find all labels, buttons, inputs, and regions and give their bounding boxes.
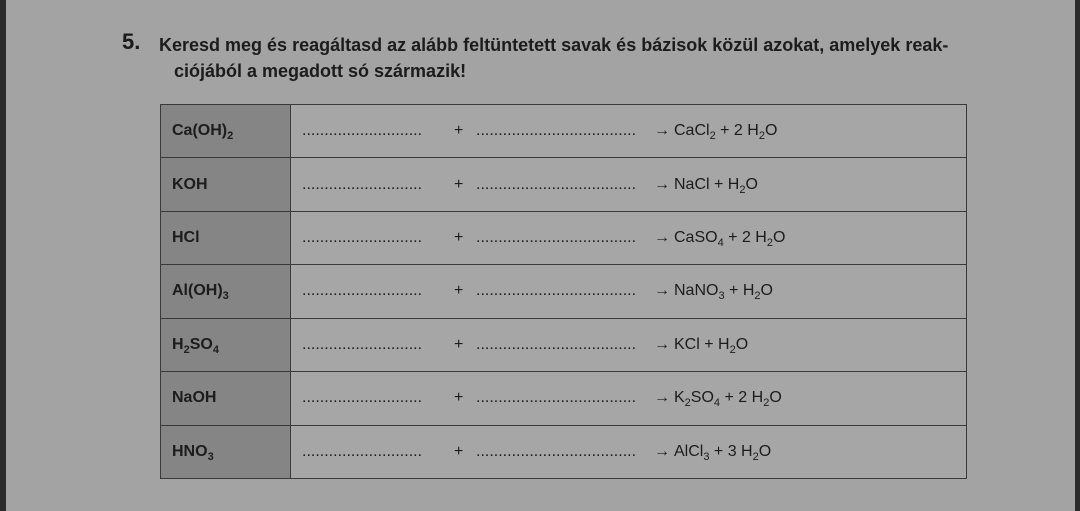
product-formula: NaNO$_3$ + $H_2O$: [674, 282, 773, 303]
reactant-2-blank[interactable]: ....................................: [476, 229, 637, 247]
plus-sign: +: [454, 335, 464, 353]
reactant-1-blank[interactable]: ...........................: [302, 229, 423, 247]
reaction-arrow-icon: →: [654, 175, 670, 193]
task-instruction-line-2: ciójából a megadott só származik!: [174, 61, 467, 81]
reaction-arrow-icon: →: [654, 122, 670, 140]
equation-cell: [291, 105, 967, 158]
reactant-1-blank[interactable]: ...........................: [302, 122, 423, 140]
task-number: 5.: [122, 29, 141, 54]
table-row: [161, 105, 967, 158]
equation-cell: [291, 211, 967, 264]
reaction-table-body: [161, 105, 967, 479]
compound-cell: $Ca(OH)_2$: [161, 105, 291, 158]
product-formula: CaSO$_4$ + 2 $H_2O$: [674, 229, 786, 250]
product-formula: CaCl$_2$ + 2 $H_2O$: [674, 122, 778, 143]
equation-cell: [291, 158, 967, 211]
plus-sign: +: [454, 122, 464, 140]
reactant-1-blank[interactable]: ...........................: [302, 442, 423, 460]
reaction-arrow-icon: →: [654, 389, 670, 407]
reactant-2-blank[interactable]: ....................................: [476, 122, 637, 140]
compound-cell: KOH: [161, 158, 291, 211]
plus-sign: +: [454, 282, 464, 300]
table-row: [161, 265, 967, 318]
compound-cell: HCl: [161, 211, 291, 264]
worksheet-page: [6, 0, 1075, 511]
reaction-arrow-icon: →: [654, 229, 670, 247]
plus-sign: +: [454, 229, 464, 247]
equation-cell: [291, 265, 967, 318]
reactant-2-blank[interactable]: ....................................: [476, 282, 637, 300]
reactant-1-blank[interactable]: ...........................: [302, 175, 423, 193]
reactant-1-blank[interactable]: ...........................: [302, 335, 423, 353]
equation-cell: [291, 372, 967, 425]
compound-cell: NaOH: [161, 372, 291, 425]
reactant-2-blank[interactable]: ....................................: [476, 335, 637, 353]
product-formula: KCl + $H_2O$: [674, 335, 749, 356]
plus-sign: +: [454, 175, 464, 193]
product-formula: $K_2SO_4 + 2$ $H_2O$: [674, 389, 782, 410]
table-row: [161, 211, 967, 264]
reactant-1-blank[interactable]: ...........................: [302, 389, 423, 407]
compound-cell: $Al(OH)_3$: [161, 265, 291, 318]
task-instruction: [159, 32, 979, 84]
reactant-2-blank[interactable]: ....................................: [476, 389, 637, 407]
reaction-table: [160, 104, 967, 479]
table-row: [161, 425, 967, 478]
compound-cell: $H_2SO_4$: [161, 318, 291, 371]
product-formula: NaCl + $H_2O$: [674, 175, 758, 196]
plus-sign: +: [454, 442, 464, 460]
task-instruction-line-1: Keresd meg és reagáltasd az alább feltüntetett savak és bázisok közül azokat, amelyek reak-: [159, 35, 949, 55]
table-row: [161, 158, 967, 211]
product-formula: AlCl$_3$ + 3 $H_2O$: [674, 442, 772, 463]
equation-cell: [291, 425, 967, 478]
table-row: [161, 318, 967, 371]
reactant-2-blank[interactable]: ....................................: [476, 175, 637, 193]
compound-cell: $HNO_3$: [161, 425, 291, 478]
reaction-arrow-icon: →: [654, 442, 670, 460]
table-row: [161, 372, 967, 425]
reactant-1-blank[interactable]: ...........................: [302, 282, 423, 300]
reactant-2-blank[interactable]: ....................................: [476, 442, 637, 460]
reaction-arrow-icon: →: [654, 335, 670, 353]
plus-sign: +: [454, 389, 464, 407]
reaction-arrow-icon: →: [654, 282, 670, 300]
equation-cell: [291, 318, 967, 371]
